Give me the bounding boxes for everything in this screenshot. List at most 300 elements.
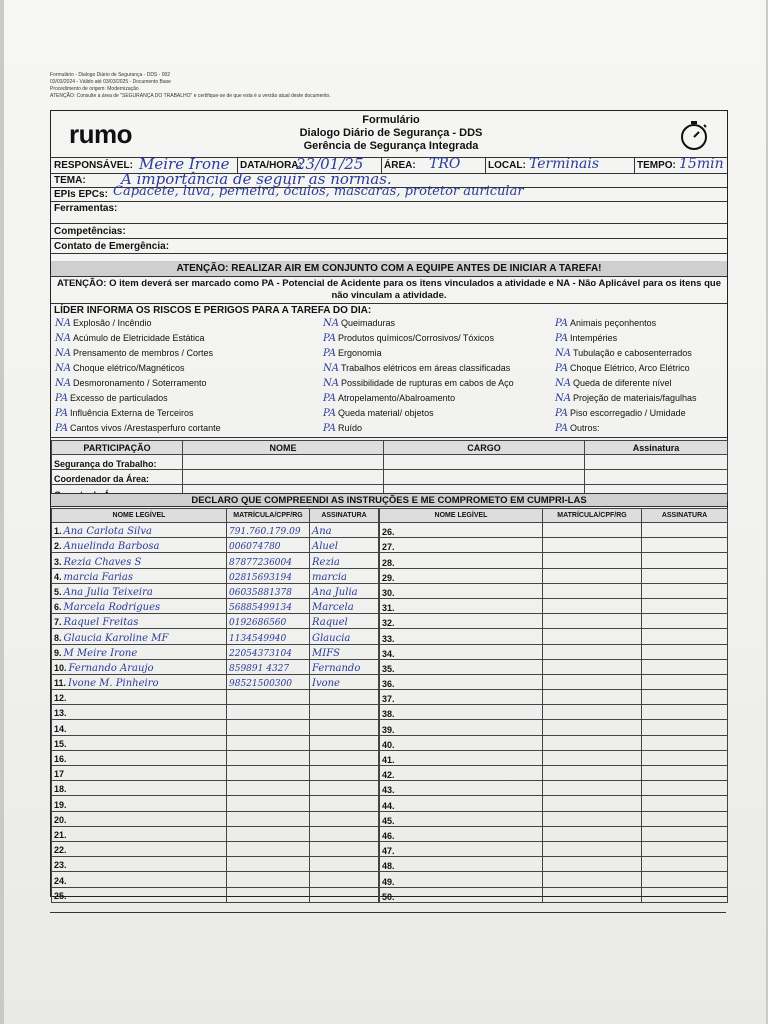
attendee-id[interactable]: 87877236004 <box>227 553 310 568</box>
title-row <box>51 111 727 158</box>
area-value[interactable]: TRO <box>429 156 461 172</box>
table-row <box>52 811 379 826</box>
row-number: 24. <box>54 875 67 886</box>
table-row <box>52 766 379 781</box>
attendee-id[interactable] <box>543 598 642 613</box>
attendee-id[interactable] <box>543 644 642 659</box>
table-row <box>52 568 379 583</box>
attendee-name-cell[interactable] <box>380 705 543 720</box>
risk-item[interactable] <box>55 318 152 329</box>
attendee-name-cell[interactable] <box>380 720 543 735</box>
attendee-signature[interactable] <box>642 690 728 705</box>
attendee-signature[interactable] <box>310 750 379 765</box>
risk-item[interactable] <box>55 378 207 389</box>
attendee-id[interactable]: 22054373104 <box>227 644 310 659</box>
risk-label: Desmoronamento / Soterramento <box>72 378 207 388</box>
table-row: Coordenador da Área: <box>52 470 728 485</box>
attendee-id[interactable] <box>543 674 642 689</box>
risk-mark: NA <box>55 333 71 344</box>
attendee-name-cell[interactable] <box>52 841 227 856</box>
attendee-signature[interactable]: Raquel <box>310 614 379 629</box>
table-row <box>380 872 728 887</box>
row-number: 2. <box>54 541 62 552</box>
attendee-id[interactable] <box>543 690 642 705</box>
risk-item[interactable] <box>323 408 434 419</box>
attendee-name-cell[interactable] <box>380 553 543 568</box>
attendee-id[interactable] <box>543 841 642 856</box>
attendee-name-cell[interactable] <box>380 629 543 644</box>
attendee-id[interactable] <box>543 750 642 765</box>
attendee-signature[interactable] <box>310 887 379 902</box>
attendee-id[interactable]: 859891 4327 <box>227 659 310 674</box>
attendee-signature[interactable]: Ivone <box>310 674 379 689</box>
attendee-id[interactable] <box>543 659 642 674</box>
row-number: 29. <box>382 572 395 583</box>
epis-value[interactable]: Capacete, luva, perneira, óculos, mascaras, protetor auricular <box>113 184 524 199</box>
attendee-name-cell[interactable] <box>52 614 227 629</box>
attendee-id[interactable] <box>227 735 310 750</box>
attendee-id[interactable] <box>227 705 310 720</box>
attendee-name-cell[interactable] <box>52 705 227 720</box>
attendee-id[interactable] <box>543 766 642 781</box>
attention-pa-na: ATENÇÃO: O item deverá ser marcado como PA - Potencial de Acidente para os itens vinculados a atividade e NA - Não Aplicável para os itens que não vinculam a atividade. <box>51 277 727 304</box>
attendee-signature[interactable] <box>642 735 728 750</box>
attendee-name-cell[interactable] <box>380 857 543 872</box>
table-row <box>52 857 379 872</box>
attendee-id[interactable] <box>543 553 642 568</box>
stopwatch-icon <box>677 118 711 152</box>
risk-mark: PA <box>323 423 337 434</box>
risk-mark: PA <box>55 393 69 404</box>
risk-label: Explosão / Incêndio <box>72 318 152 328</box>
risk-item[interactable] <box>323 363 510 374</box>
attendee-id[interactable] <box>227 857 310 872</box>
attendee-name-cell[interactable] <box>52 644 227 659</box>
row-number: 5. <box>54 586 62 597</box>
row-number: 18. <box>54 784 67 795</box>
attendee-name-cell[interactable] <box>52 811 227 826</box>
attendee-id[interactable]: 791.760.179.09 <box>227 523 310 538</box>
table-row <box>380 750 728 765</box>
attendee-signature[interactable] <box>642 750 728 765</box>
table-row: Segurança do Trabalho: <box>52 455 728 470</box>
attendee-name: marcia Farias <box>63 571 133 583</box>
attendee-id[interactable] <box>227 887 310 902</box>
row-number: 16. <box>54 754 67 764</box>
row-number: 15. <box>54 738 67 749</box>
attendee-id[interactable] <box>543 887 642 902</box>
table-row <box>52 781 379 796</box>
risk-mark: PA <box>555 423 569 434</box>
doc-origin: Procedimento de origem: Modernização <box>50 86 139 92</box>
attendee-signature[interactable] <box>642 583 728 598</box>
attendee-signature[interactable] <box>642 614 728 629</box>
attendee-signature[interactable] <box>642 720 728 735</box>
attendee-signature[interactable]: Aluel <box>310 538 379 553</box>
risk-item[interactable] <box>55 363 185 374</box>
attendee-id[interactable] <box>543 705 642 720</box>
risk-mark: NA <box>55 363 71 374</box>
attendee-signature[interactable] <box>642 674 728 689</box>
risk-mark: PA <box>323 393 337 404</box>
attendee-name-cell[interactable] <box>380 523 543 538</box>
attendee-name-cell[interactable] <box>380 598 543 613</box>
attendee-id[interactable] <box>227 872 310 887</box>
table-row <box>380 690 728 705</box>
attendee-id[interactable] <box>227 766 310 781</box>
attendee-name-cell[interactable] <box>380 826 543 841</box>
row-number: 6. <box>54 602 62 613</box>
table-row <box>52 583 379 598</box>
row-number: 32. <box>382 618 395 629</box>
risk-item[interactable] <box>323 318 395 329</box>
attendee-signature[interactable] <box>310 872 379 887</box>
data-value[interactable]: 23/01/25 <box>296 155 364 173</box>
risk-label: Piso escorregadio / Umidade <box>570 408 686 418</box>
attendee-id[interactable] <box>543 781 642 796</box>
attendee-name-cell[interactable] <box>52 598 227 613</box>
risk-mark: PA <box>323 333 337 344</box>
attendee-name-cell[interactable] <box>52 872 227 887</box>
responsavel-value[interactable]: Meire Irone <box>139 155 230 173</box>
risk-mark: NA <box>323 318 339 329</box>
local-label: LOCAL: <box>485 158 526 174</box>
row-number: 3. <box>54 556 62 567</box>
attendee-id[interactable]: 02815693194 <box>227 568 310 583</box>
attendee-id[interactable] <box>543 583 642 598</box>
attendee-signature[interactable] <box>310 857 379 872</box>
risk-label: Acúmulo de Eletricidade Estática <box>72 333 205 343</box>
attendee-name-cell[interactable] <box>52 674 227 689</box>
attendee-name-cell[interactable] <box>380 614 543 629</box>
row-number: 19. <box>54 799 67 810</box>
attendee-signature[interactable] <box>642 857 728 872</box>
risks-title: LÍDER INFORMA OS RISCOS E PERIGOS PARA A TAREFA DO DIA: <box>54 305 372 316</box>
attendee-id[interactable] <box>543 720 642 735</box>
risk-item[interactable] <box>323 333 494 344</box>
attendee-signature[interactable] <box>642 538 728 553</box>
rumo-logo: rumo <box>69 119 132 149</box>
attendee-signature[interactable] <box>310 826 379 841</box>
row-number: 20. <box>54 814 67 825</box>
tema-label: TEMA: <box>54 175 86 186</box>
attendee-name-cell[interactable] <box>380 887 543 902</box>
tempo-value[interactable]: 15min <box>679 156 724 172</box>
attendee-signature[interactable] <box>642 568 728 583</box>
form-frame <box>50 110 728 902</box>
risk-item[interactable] <box>55 408 193 419</box>
attendee-name-cell[interactable] <box>52 583 227 598</box>
attendee-signature[interactable] <box>642 811 728 826</box>
risk-item[interactable] <box>55 348 213 359</box>
attendee-name-cell[interactable] <box>380 796 543 811</box>
table-row <box>380 568 728 583</box>
risk-item[interactable] <box>55 333 205 344</box>
table-row <box>380 553 728 568</box>
attendee-id[interactable] <box>543 614 642 629</box>
attendee-name-cell[interactable] <box>52 690 227 705</box>
attendee-name-cell[interactable] <box>380 781 543 796</box>
attendee-name-cell[interactable] <box>52 538 227 553</box>
cargo-header: CARGO <box>384 441 585 455</box>
table-row <box>52 614 379 629</box>
attendee-name: Rezia Chaves S <box>63 556 142 568</box>
risk-item[interactable] <box>555 348 692 359</box>
attendee-signature[interactable]: Glaucia <box>310 629 379 644</box>
row-number: 11. <box>54 678 67 689</box>
attendee-id[interactable]: 0192686560 <box>227 614 310 629</box>
attendee-signature[interactable] <box>642 766 728 781</box>
attendee-id[interactable]: 56885499134 <box>227 598 310 613</box>
risk-item[interactable] <box>555 363 690 374</box>
attendee-name-cell[interactable] <box>52 750 227 765</box>
attendee-signature[interactable]: Ana <box>310 523 379 538</box>
risk-label: Excesso de particulados <box>70 393 168 403</box>
attendee-name: Fernando Araujo <box>68 662 154 674</box>
attendee-signature[interactable] <box>642 644 728 659</box>
attendee-signature[interactable] <box>642 796 728 811</box>
risk-item[interactable] <box>555 423 600 434</box>
attendee-id[interactable] <box>227 781 310 796</box>
doc-validity: 03/03/2024 - Válido até 03/03/2025 - Documento Base <box>50 79 171 85</box>
risk-mark: PA <box>55 408 69 419</box>
attendee-id[interactable] <box>227 750 310 765</box>
risk-item[interactable] <box>323 378 514 389</box>
attendee-signature[interactable] <box>642 523 728 538</box>
epis-row <box>51 184 727 202</box>
row-number: 13. <box>54 708 67 719</box>
row-number: 41. <box>382 755 395 765</box>
table-row <box>380 887 728 902</box>
attendee-signature[interactable] <box>310 735 379 750</box>
risk-item[interactable] <box>55 423 221 434</box>
attendee-id[interactable] <box>543 872 642 887</box>
table-row <box>52 553 379 568</box>
risk-label: Queda de diferente nível <box>572 378 672 388</box>
attendee-signature[interactable]: Marcela <box>310 598 379 613</box>
attendee-name: Ivone M. Pinheiro <box>68 678 159 690</box>
attendee-signature[interactable] <box>310 796 379 811</box>
attendee-name-cell[interactable] <box>52 720 227 735</box>
table-row <box>52 705 379 720</box>
tema-value[interactable]: A importância de seguir as normas. <box>121 170 392 188</box>
attendee-id[interactable] <box>543 735 642 750</box>
risk-label: Queda material/ objetos <box>338 408 434 418</box>
row-number: 14. <box>54 723 67 734</box>
document-control-header <box>50 72 331 100</box>
table-row <box>380 629 728 644</box>
row-number: 17 <box>54 769 65 780</box>
table-row <box>380 766 728 781</box>
attendee-signature[interactable] <box>310 690 379 705</box>
attention-air: ATENÇÃO: REALIZAR AIR EM CONJUNTO COM A EQUIPE ANTES DE INICIAR A TAREFA! <box>51 261 727 277</box>
row-number: 4. <box>54 571 62 582</box>
row-number: 28. <box>382 557 395 568</box>
attendee-id[interactable] <box>227 690 310 705</box>
risk-mark: NA <box>55 348 71 359</box>
risk-item[interactable] <box>555 378 672 389</box>
row-number: 30. <box>382 587 395 598</box>
attendee-signature[interactable] <box>642 841 728 856</box>
attendee-name-cell[interactable] <box>52 781 227 796</box>
attendee-name-cell[interactable] <box>52 735 227 750</box>
assinatura-header: Assinatura <box>585 441 728 455</box>
row-number: 44. <box>382 800 395 811</box>
risk-item[interactable] <box>55 393 168 404</box>
attendee-id[interactable] <box>543 538 642 553</box>
attendee-name-cell[interactable] <box>380 659 543 674</box>
attendee-signature[interactable]: MIFS <box>310 644 379 659</box>
attendee-id[interactable]: 1134549940 <box>227 629 310 644</box>
attendee-id[interactable] <box>543 629 642 644</box>
attendee-name-cell[interactable] <box>380 872 543 887</box>
risk-label: Choque elétrico/Magnéticos <box>72 363 185 373</box>
attendee-name-cell[interactable] <box>380 674 543 689</box>
attendee-signature[interactable]: marcia <box>310 568 379 583</box>
local-value[interactable]: Terminais <box>529 156 600 172</box>
attendee-name-cell[interactable] <box>52 659 227 674</box>
participation-header: PARTICIPAÇÃO <box>52 441 183 455</box>
attendee-name-cell[interactable] <box>52 766 227 781</box>
attendee-id[interactable] <box>227 720 310 735</box>
table-row <box>380 523 728 538</box>
attendee-id[interactable]: 06035881378 <box>227 583 310 598</box>
attendee-id[interactable]: 98521500300 <box>227 674 310 689</box>
attendee-signature[interactable] <box>642 887 728 902</box>
row-number: 45. <box>382 815 395 826</box>
attendee-signature[interactable] <box>642 826 728 841</box>
attendee-id[interactable] <box>227 841 310 856</box>
row-number: 42. <box>382 770 395 781</box>
table-row <box>52 690 379 705</box>
row-number: 48. <box>382 861 395 872</box>
attendee-name-cell[interactable] <box>52 629 227 644</box>
attendee-name-cell[interactable] <box>52 553 227 568</box>
attendee-signature[interactable] <box>310 766 379 781</box>
attendee-signature[interactable] <box>310 841 379 856</box>
attendee-signature[interactable]: Rezia <box>310 553 379 568</box>
row-number: 22. <box>54 845 67 856</box>
attendee-name-cell[interactable] <box>380 568 543 583</box>
attendee-id[interactable] <box>227 826 310 841</box>
attendee-signature[interactable] <box>642 872 728 887</box>
attendee-name-cell[interactable] <box>52 796 227 811</box>
risk-label: Trabalhos elétricos em áreas classificadas <box>340 363 511 373</box>
attendee-name-cell[interactable] <box>380 750 543 765</box>
risk-label: Atropelamento/Abalroamento <box>338 393 456 403</box>
attendee-id[interactable] <box>227 796 310 811</box>
table-row <box>52 523 379 538</box>
table-row <box>380 781 728 796</box>
attendee-name-cell[interactable] <box>380 811 543 826</box>
attendee-signature[interactable] <box>642 598 728 613</box>
table-row <box>380 826 728 841</box>
attendee-name-cell[interactable] <box>380 766 543 781</box>
table-row <box>380 705 728 720</box>
attendee-id[interactable] <box>543 826 642 841</box>
attendee-signature[interactable]: Ana Julia <box>310 583 379 598</box>
attendee-id[interactable] <box>543 568 642 583</box>
risk-item[interactable] <box>323 348 382 359</box>
attendee-name-cell[interactable] <box>52 887 227 902</box>
attendee-name-cell[interactable] <box>380 644 543 659</box>
table-row <box>52 644 379 659</box>
attendee-name: Raquel Freitas <box>63 617 139 629</box>
attendee-signature[interactable] <box>310 705 379 720</box>
table-row <box>380 583 728 598</box>
risk-item[interactable] <box>555 318 656 329</box>
attendance-table-right: NOME LEGÍVEL MATRÍCULA/CPF/RG ASSINATURA 26. 27. 28. 29. 30. 31. 32. 33. 34. 35. 36. 37. 38. 39. 40. 41. 42. 43. 44. 45. 46. 47. 48. 49. 50. <box>379 508 728 903</box>
attendee-signature[interactable]: Fernando <box>310 659 379 674</box>
attendee-id[interactable] <box>543 523 642 538</box>
attendee-name-cell[interactable] <box>380 690 543 705</box>
attendee-signature[interactable] <box>310 811 379 826</box>
attendee-name-cell[interactable] <box>52 523 227 538</box>
attendee-name-cell[interactable] <box>52 826 227 841</box>
attendee-id[interactable] <box>543 857 642 872</box>
risk-item[interactable] <box>555 408 686 419</box>
row-number: 12. <box>54 693 67 704</box>
attendee-signature[interactable] <box>642 705 728 720</box>
attendee-id[interactable] <box>543 796 642 811</box>
row-number: 40. <box>382 739 395 750</box>
risk-label: Cantos vivos /Arestasperfuro cortante <box>70 423 221 433</box>
risk-mark: NA <box>555 348 571 359</box>
attendee-name-cell[interactable] <box>380 735 543 750</box>
risk-mark: NA <box>323 363 339 374</box>
ferramentas-label: Ferramentas: <box>54 203 118 214</box>
risk-item[interactable] <box>555 393 697 404</box>
attendee-name-cell[interactable] <box>52 857 227 872</box>
attendee-id[interactable] <box>227 811 310 826</box>
risk-mark: PA <box>323 408 337 419</box>
competencias-label: Competências: <box>54 226 126 237</box>
attendee-name-cell[interactable] <box>380 841 543 856</box>
attendee-signature[interactable] <box>310 720 379 735</box>
attendee-name: Marcela Rodrigues <box>63 602 161 614</box>
risk-item[interactable] <box>323 423 362 434</box>
row-number: 27. <box>382 542 395 553</box>
declaration-banner: DECLARO QUE COMPREENDI AS INSTRUÇÕES E ME COMPROMETO EM CUMPRI-LAS <box>51 493 727 507</box>
nome-header: NOME <box>183 441 384 455</box>
attendee-signature[interactable] <box>642 781 728 796</box>
attendee-signature[interactable] <box>310 781 379 796</box>
risk-mark: NA <box>555 393 571 404</box>
attendee-signature[interactable] <box>642 659 728 674</box>
attendee-signature[interactable] <box>642 629 728 644</box>
attendee-signature[interactable] <box>642 553 728 568</box>
table-row <box>52 887 379 902</box>
row-number: 26. <box>382 527 395 538</box>
risk-item[interactable] <box>323 393 455 404</box>
attendee-id[interactable] <box>543 811 642 826</box>
attendee-name-cell[interactable] <box>380 538 543 553</box>
risk-item[interactable] <box>555 333 617 344</box>
risk-label: Prensamento de membros / Cortes <box>72 348 214 358</box>
risk-mark: PA <box>555 363 569 374</box>
table-row <box>52 538 379 553</box>
participation-table <box>51 440 728 501</box>
row-number: 31. <box>382 603 395 614</box>
attendee-name-cell[interactable] <box>52 568 227 583</box>
tempo-label: TEMPO: <box>634 158 676 174</box>
risk-label: Produtos químicos/Corrosivos/ Tóxicos <box>338 333 494 343</box>
row-number: 9. <box>54 647 62 658</box>
table-row <box>52 735 379 750</box>
ferramentas-row <box>51 202 727 224</box>
attendee-name-cell[interactable] <box>380 583 543 598</box>
attendee-id[interactable]: 006074780 <box>227 538 310 553</box>
